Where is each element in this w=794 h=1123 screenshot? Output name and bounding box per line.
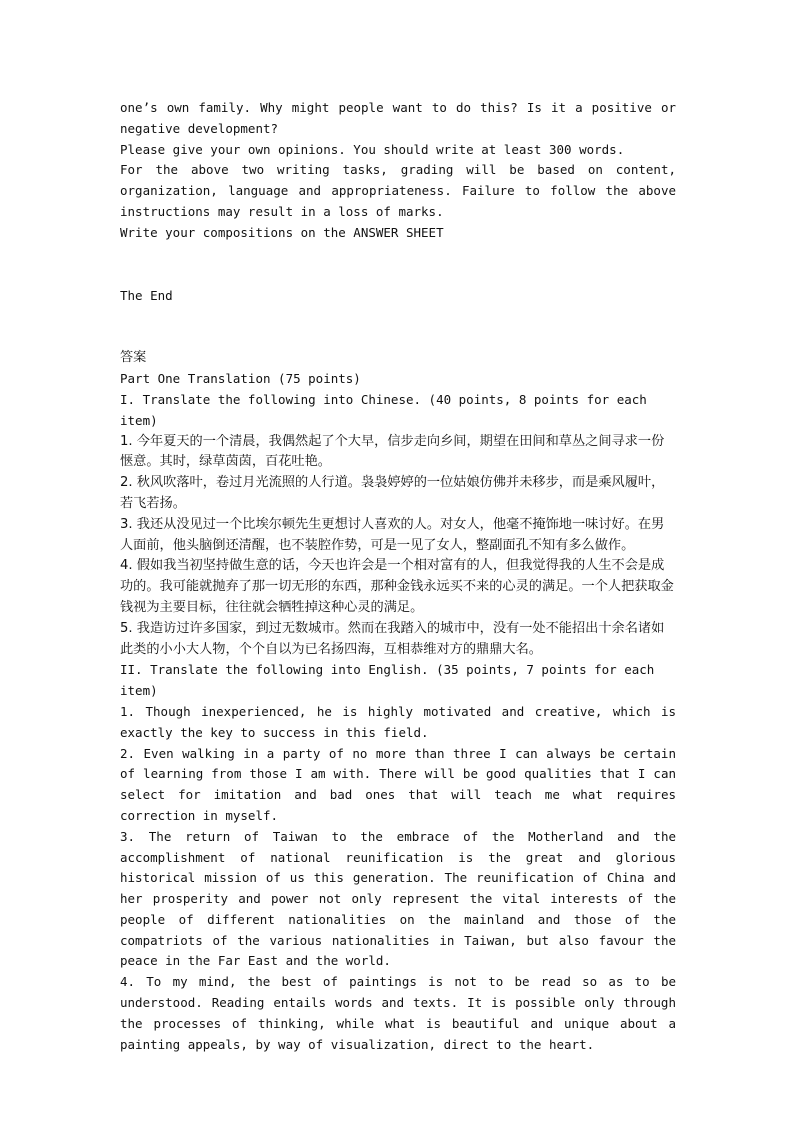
answers-heading: 答案 bbox=[120, 350, 147, 366]
essay-word-requirement: Please give your own opinions. You should write at least 300 words. bbox=[120, 141, 625, 157]
spacer bbox=[120, 244, 676, 286]
document-page bbox=[120, 98, 676, 1055]
section-two-title: II. Translate the following into English. (35 points, 7 points for each item) bbox=[120, 662, 655, 699]
section-one-title: I. Translate the following into Chinese. (40 points, 8 points for each item) bbox=[120, 391, 647, 428]
english-answer-3: 3. The return of Taiwan to the embrace of the Motherland and the accomplishment of national reunification is the great and glorious historical mission of us this generation. The reunification of China and her prosperity and power not only represent the vital interests of the people of different nationalities on the mainland and those of the compatriots of the various nationalities in Taiwan, but also favour the peace in the Far East and the world. bbox=[120, 828, 676, 969]
english-answer-4: 4. To my mind, the best of paintings is not to be read so as to be understood. Reading entails words and texts. It is possible only through the processes of thinking, while what is beautiful and unique about a painting appeals, by way of visualization, direct to the heart. bbox=[120, 974, 676, 1052]
answer-sheet-instruction: Write your compositions on the ANSWER SHEET bbox=[120, 224, 444, 240]
spacer bbox=[120, 306, 676, 348]
chinese-answer-3: 3. 我还从没见过一个比埃尔顿先生更想讨人喜欢的人。对女人，他毫不掩饰地一味讨好。在男人面前，他头脑倒还清醒，也不装腔作势，可是一见了女人，整副面孔不知有多么做作。 bbox=[120, 516, 665, 553]
english-answer-1: 1. Though inexperienced, he is highly motivated and creative, which is exactly the key to success in this field. bbox=[120, 703, 676, 740]
chinese-answer-5: 5. 我造访过许多国家，到过无数城市。然而在我踏入的城市中，没有一处不能招出十余名诸如此类的小小大人物，个个自以为已名扬四海，互相恭维对方的鼎鼎大名。 bbox=[120, 620, 665, 657]
grading-criteria: For the above two writing tasks, grading will be based on content, organization, language and appropriateness. Failure to follow the above instructions may result in a loss of marks. bbox=[120, 162, 676, 219]
chinese-answer-4: 4. 假如我当初坚持做生意的话，今天也许会是一个相对富有的人，但我觉得我的人生不会是成功的。我可能就抛弃了那一切无形的东西，那种金钱永远买不来的心灵的满足。一个人把获取金钱视为主要目标，往往就会牺牲掉这种心灵的满足。 bbox=[120, 558, 674, 615]
essay-prompt-continuation: one’s own family. Why might people want to do this? Is it a positive or negative development? bbox=[120, 100, 676, 136]
part-one-title: Part One Translation (75 points) bbox=[120, 371, 361, 387]
chinese-answer-1: 1. 今年夏天的一个清晨，我偶然起了个大早，信步走向乡间，期望在田间和草丛之间寻求一份惬意。其时，绿草茵茵，百花吐艳。 bbox=[120, 433, 665, 470]
chinese-answer-2: 2. 秋风吹落叶，卷过月光流照的人行道。袅袅婷婷的一位姑娘仿佛并未移步，而是乘风履叶，若飞若扬。 bbox=[120, 475, 665, 511]
english-answer-2: 2. Even walking in a party of no more than three I can always be certain of learning from those I am with. There will be good qualities that I can select for imitation and bad ones that will teach me what requires correction in myself. bbox=[120, 745, 676, 823]
the-end: The End bbox=[120, 287, 173, 303]
